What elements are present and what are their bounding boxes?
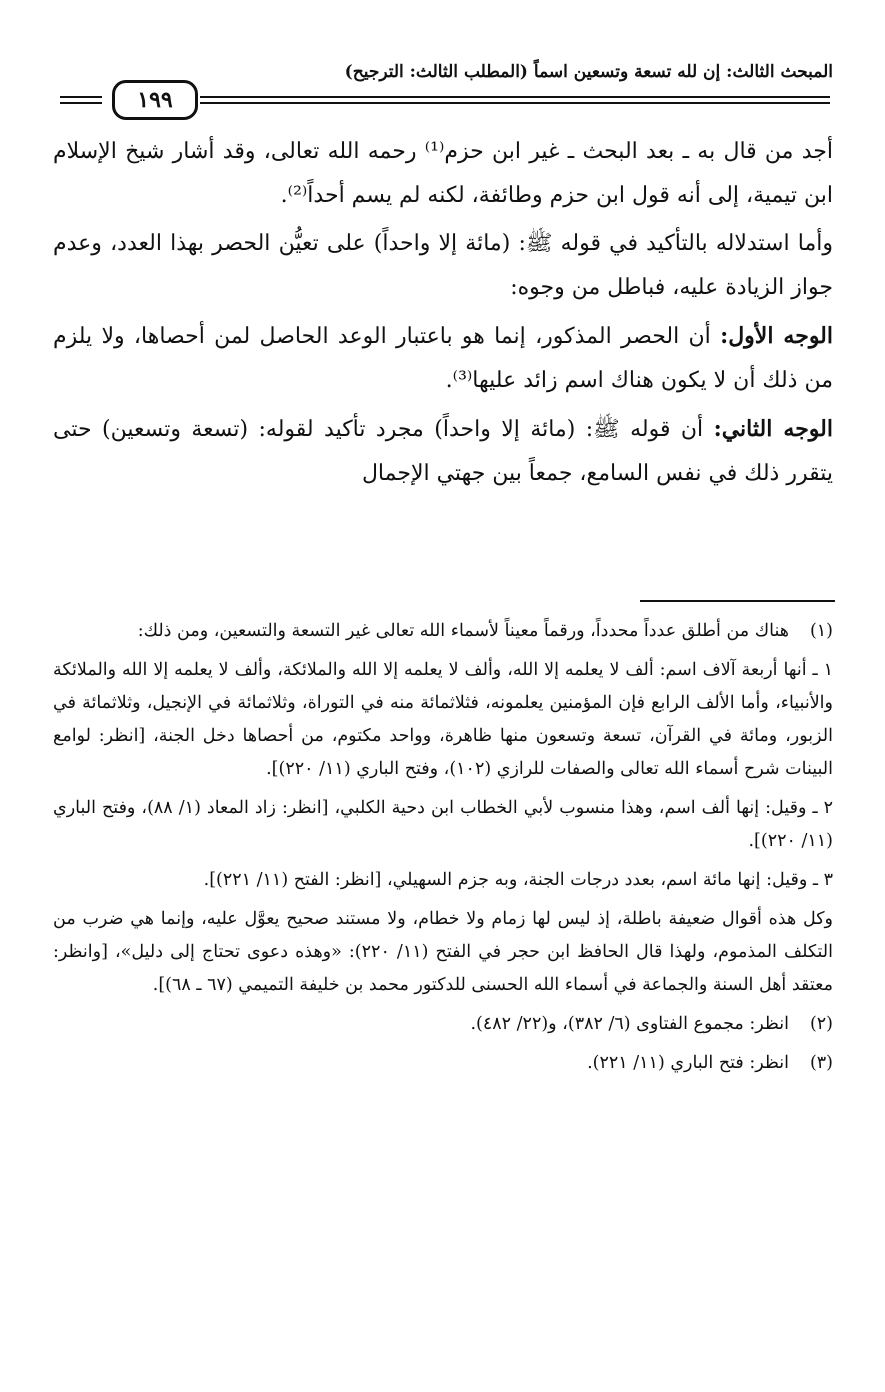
header-rule-line-left-top (60, 96, 102, 98)
paragraph-1: أجد من قال به ـ بعد البحث ـ غير ابن حزم⁽¹⁾ رحمه الله تعالى، وقد أشار شيخ الإسلام ابن تيمية، إلى أنه قول ابن حزم وطائفة، لكنه لم يسم أحداً⁽²⁾. (53, 139, 833, 208)
paragraph-3-text: أن الحصر المذكور، إنما هو باعتبار الوعد الحاصل لمن أحصاها، ولا يلزم من ذلك أن لا يكون هناك اسم زائد عليها⁽³⁾. (53, 324, 833, 393)
footnote-2-text: انظر: مجموع الفتاوى (٦/ ٣٨٢)، و(٢٢/ ٤٨٢). (470, 1014, 789, 1034)
footnote-3 (53, 1047, 833, 1080)
footnote-1-item-3: ٣ ـ وقيل: إنها مائة اسم، بعدد درجات الجنة، وبه جزم السهيلي، [انظر: الفتح (١١/ ٢٢١)]. (203, 870, 833, 890)
footnote-1-conclusion: وكل هذه أقوال ضعيفة باطلة، إذ ليس لها زمام ولا خطام، ولا مستند صحيح يعوَّل عليه، وإنما هي ضرب من التكلف المذموم، ولهذا قال الحافظ ابن حجر في الفتح (١١/ ٢٢٠): «وهذه دعوى تحتاج إلى دليل»، [وانظر: معتقد أهل السنة والجماعة في أسماء الله الحسنى للدكتور محمد بن خليفة التميمي (٦٧ ـ ٦٨)]. (53, 909, 834, 995)
header-rule-line-right-bottom (200, 102, 830, 104)
paragraph-3-label: الوجه الأول: (720, 323, 833, 349)
paragraph-4-text: أن قوله ﷺ: (مائة إلا واحداً) مجرد تأكيد لقوله: (تسعة وتسعين) حتى يتقرر ذلك في نفس السامع، جمعاً بين جهتي الإجمال (53, 417, 833, 486)
header-rule-line-right-top (200, 96, 830, 98)
footnote-2-number: (٢) (809, 1014, 833, 1034)
footnote-1-intro (53, 615, 833, 648)
header-rule-line-left-bottom (60, 102, 102, 104)
paragraph-4 (53, 407, 833, 496)
footnotes (53, 615, 833, 1086)
footnote-2 (53, 1008, 833, 1041)
main-text (53, 130, 833, 500)
paragraph-4-label: الوجه الثاني: (713, 416, 833, 442)
footnote-separator (640, 600, 835, 602)
footnote-3-text: انظر: فتح الباري (١١/ ٢٢١). (587, 1053, 789, 1073)
footnote-3-number: (٣) (809, 1053, 833, 1073)
footnote-1-item-1: ١ ـ أنها أربعة آلاف اسم: ألف لا يعلمه إلا الله، وألف لا يعلمه إلا الله والملائكة، وألف لا يعلمه إلا الله والملائكة والأنبياء، وأما الألف الرابع فإن المؤمنين يعلمونه، فثلاثمائة منه في التوراة، وثلاثمائة في الإنجيل، وثلاثمائة في الزبور، ومائة في القرآن، تسعة وتسعون منها ظاهرة، وواحد مكتوم، من أحصاها دخل الجنة، [انظر: لوامع البينات شرح أسماء الله تعالى والصفات للرازي (١٠٢)، وفتح الباري (١١/ ٢٢٠)]. (53, 660, 833, 779)
paragraph-2: وأما استدلاله بالتأكيد في قوله ﷺ: (مائة إلا واحداً) على تعيُّن الحصر بهذا العدد، وعدم جواز الزيادة عليه، فباطل من وجوه: (53, 231, 833, 300)
footnote-1-item-2: ٢ ـ وقيل: إنها ألف اسم، وهذا منسوب لأبي الخطاب ابن دحية الكلبي، [انظر: زاد المعاد (١/ ٨٨)، وفتح الباري (١١/ ٢٢٠)]. (53, 798, 834, 851)
footnote-1-number: (١) (809, 621, 833, 641)
running-header: المبحث الثالث: إن لله تسعة وتسعين اسماً (المطلب الثالث: الترجيح) (344, 62, 833, 82)
page-number: ١٩٩ (112, 80, 198, 120)
footnote-1-intro-text: هناك من أطلق عدداً محدداً، ورقماً معيناً لأسماء الله تعالى غير التسعة والتسعين، ومن ذلك: (137, 621, 789, 641)
paragraph-3 (53, 314, 833, 403)
